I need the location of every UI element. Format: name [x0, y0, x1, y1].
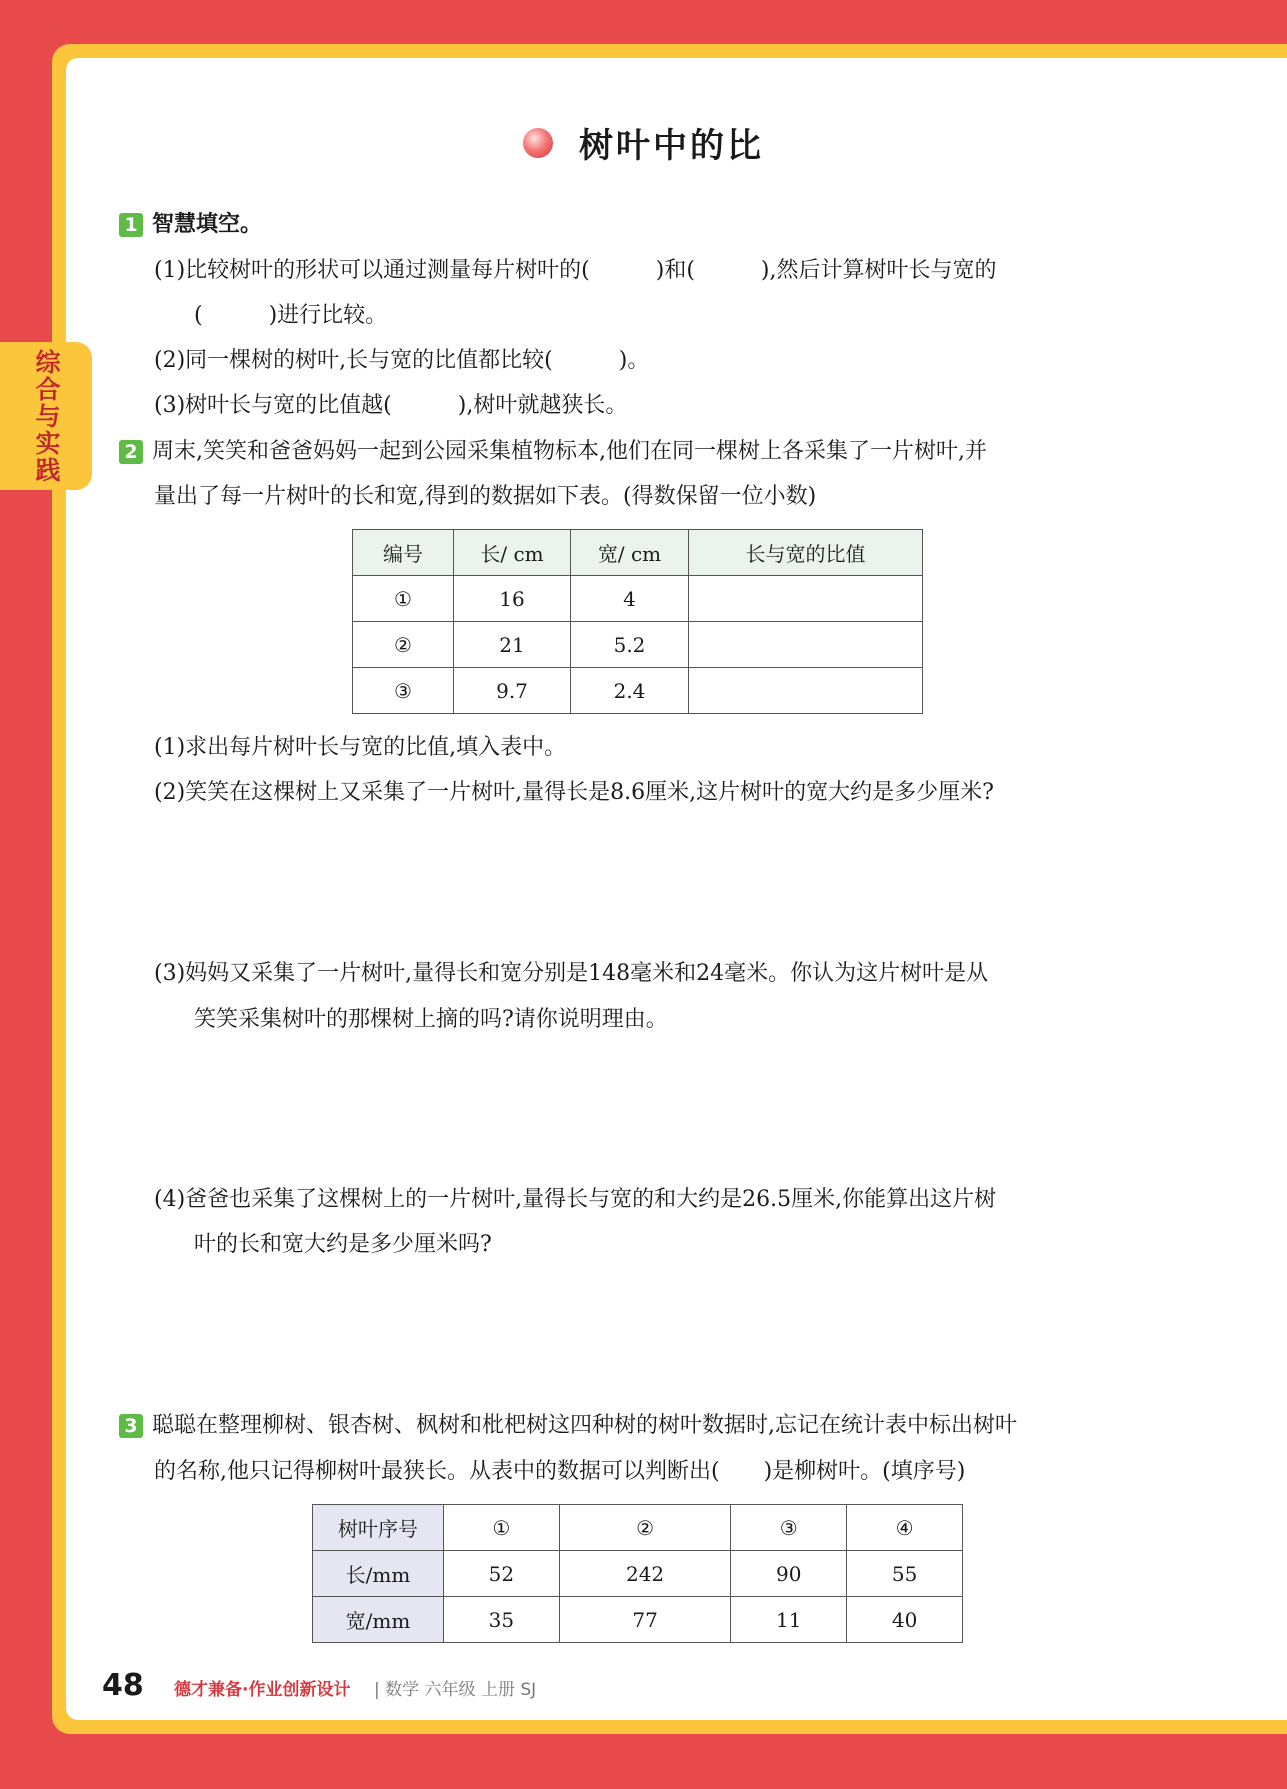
leaf-compare-table — [312, 1504, 963, 1643]
table-cell: 2.4 — [571, 668, 689, 714]
table-cell: 11 — [731, 1597, 847, 1643]
table-cell: 52 — [444, 1551, 560, 1597]
table-cell: 5.2 — [571, 622, 689, 668]
table-cell: 4 — [571, 576, 689, 622]
table-cell: 242 — [559, 1551, 731, 1597]
table-cell: 55 — [847, 1551, 963, 1597]
table-cell: 90 — [731, 1551, 847, 1597]
table-row — [313, 1597, 963, 1643]
side-tab — [0, 342, 92, 490]
q3-line-2: 的名称,他只记得柳树叶最狭长。从表中的数据可以判断出( )是柳树叶。(填序号) — [154, 1459, 966, 1484]
q2-sub-3-line-2: 笑笑采集树叶的那棵树上摘的吗?请你说明理由。 — [194, 1007, 668, 1032]
table-row — [353, 622, 923, 668]
question-2-number: 2 — [119, 440, 143, 464]
table-header-row — [313, 1505, 963, 1551]
q2-sub-3-line-1: (3)妈妈又采集了一片树叶,量得长和宽分别是148毫米和24毫米。你认为这片树叶是从 — [154, 961, 989, 986]
table-header-cell: 宽/ cm — [571, 530, 689, 576]
q2-sub-1: (1)求出每片树叶长与宽的比值,填入表中。 — [154, 735, 567, 760]
page-number: 48 — [102, 1668, 144, 1703]
q1-line-3: (2)同一棵树的树叶,长与宽的比值都比较( )。 — [154, 348, 650, 373]
title-bullet-icon — [523, 128, 553, 158]
table-cell — [689, 576, 923, 622]
table-row — [353, 576, 923, 622]
table-row-label: 长/mm — [313, 1551, 444, 1597]
q2-sub-2: (2)笑笑在这棵树上又采集了一片树叶,量得长是8.6厘米,这片树叶的宽大约是多少厘米? — [154, 780, 994, 805]
table-header-cell: ③ — [731, 1505, 847, 1551]
table-cell: 21 — [454, 622, 571, 668]
q2-sub-4-line-2: 叶的长和宽大约是多少厘米吗? — [194, 1232, 492, 1257]
leaf-measure-table — [352, 529, 923, 714]
table-cell: ① — [353, 576, 454, 622]
footer-subject: | 数学 六年级 上册 SJ — [374, 1680, 537, 1700]
question-3-number: 3 — [119, 1414, 143, 1438]
table-cell — [689, 668, 923, 714]
table-header-cell: ② — [559, 1505, 731, 1551]
table-row-label: 宽/mm — [313, 1597, 444, 1643]
table-row — [353, 668, 923, 714]
table-header-cell: 长与宽的比值 — [689, 530, 923, 576]
q3-line-1: 聪聪在整理柳树、银杏树、枫树和枇杷树这四种树的树叶数据时,忘记在统计表中标出树叶 — [152, 1413, 1017, 1438]
question-1-heading: 智慧填空。 — [152, 212, 263, 237]
footer-brand: 德才兼备·作业创新设计 — [174, 1680, 351, 1700]
table-header-row — [353, 530, 923, 576]
table-header-cell: 编号 — [353, 530, 454, 576]
q1-line-4: (3)树叶长与宽的比值越( ),树叶就越狭长。 — [154, 393, 628, 418]
side-tab-label: 综合与实践 — [32, 348, 61, 484]
table-header-cell: 树叶序号 — [313, 1505, 444, 1551]
q2-line-2: 量出了每一片树叶的长和宽,得到的数据如下表。(得数保留一位小数) — [154, 484, 817, 509]
table-cell: 35 — [444, 1597, 560, 1643]
q2-line-1: 周末,笑笑和爸爸妈妈一起到公园采集植物标本,他们在同一棵树上各采集了一片树叶,并 — [152, 439, 987, 464]
table-row — [313, 1551, 963, 1597]
page-title: 树叶中的比 — [579, 126, 764, 166]
table-cell: 9.7 — [454, 668, 571, 714]
table-cell: 16 — [454, 576, 571, 622]
table-cell: ② — [353, 622, 454, 668]
q1-line-2: ( )进行比较。 — [194, 303, 388, 328]
question-1-number: 1 — [119, 213, 143, 237]
table-cell: 40 — [847, 1597, 963, 1643]
table-cell: ③ — [353, 668, 454, 714]
q1-line-1: (1)比较树叶的形状可以通过测量每片树叶的( )和( ),然后计算树叶长与宽的 — [154, 258, 997, 283]
table-cell — [689, 622, 923, 668]
table-header-cell: ① — [444, 1505, 560, 1551]
q2-sub-4-line-1: (4)爸爸也采集了这棵树上的一片树叶,量得长与宽的和大约是26.5厘米,你能算出这片树 — [154, 1187, 997, 1212]
table-header-cell: ④ — [847, 1505, 963, 1551]
title-bar — [0, 118, 1287, 167]
table-cell: 77 — [559, 1597, 731, 1643]
table-header-cell: 长/ cm — [454, 530, 571, 576]
